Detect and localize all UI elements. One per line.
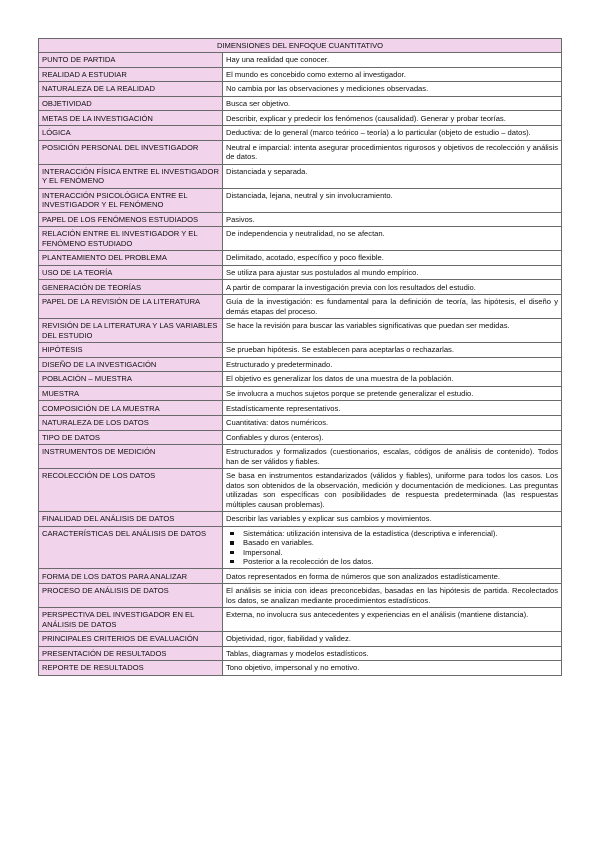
description-cell: Objetividad, rigor, fiabilidad y validez. [223,631,562,646]
table-row [39,583,562,607]
dimension-cell: PLANTEAMIENTO DEL PROBLEMA [39,251,223,266]
bullet-item: Posterior a la recolección de los datos. [243,557,558,566]
bullet-item: Sistemática: utilización intensiva de la estadística (descriptiva e inferencial). [243,529,558,538]
table-row [39,386,562,401]
table-row [39,607,562,631]
bullet-item: Basado en variables. [243,538,558,547]
table-row [39,401,562,416]
bullet-list [226,529,558,567]
description-cell: Se hace la revisión para buscar las variables significativas que puedan ser medidas. [223,318,562,342]
table-row [39,251,562,266]
dimension-cell: LÓGICA [39,125,223,140]
dimension-cell: GENERACIÓN DE TEORÍAS [39,280,223,295]
description-cell: Distanciada y separada. [223,164,562,188]
dimension-cell: CARACTERÍSTICAS DEL ANÁLISIS DE DATOS [39,526,223,569]
table-row [39,469,562,512]
table-row [39,82,562,97]
description-cell: Pasivos. [223,212,562,227]
table-row [39,318,562,342]
table-row [39,125,562,140]
dimension-cell: PRINCIPALES CRITERIOS DE EVALUACIÓN [39,631,223,646]
table-row [39,140,562,164]
description-cell: Tablas, diagramas y modelos estadísticos. [223,646,562,661]
dimension-cell: INTERACCIÓN PSICOLÓGICA ENTRE EL INVESTIGADOR Y EL FENÓMENO [39,188,223,212]
table-row [39,430,562,445]
description-cell: Estructurados y formalizados (cuestionarios, escalas, códigos de análisis de contenido). Todos han de ser válidos y fiables. [223,445,562,469]
dimension-cell: OBJETIVIDAD [39,96,223,111]
dimension-cell: NATURALEZA DE LA REALIDAD [39,82,223,97]
dimension-cell: HIPÓTESIS [39,342,223,357]
dimension-cell: METAS DE LA INVESTIGACIÓN [39,111,223,126]
table-row [39,342,562,357]
dimension-cell: FORMA DE LOS DATOS PARA ANALIZAR [39,569,223,584]
bullet-item: Impersonal. [243,548,558,557]
description-cell: Externa, no involucra sus antecedentes y experiencias en el análisis (mantiene distancia). [223,607,562,631]
table-row [39,569,562,584]
table-row [39,294,562,318]
description-cell: Cuantitativa: datos numéricos. [223,415,562,430]
description-cell: Deductiva: de lo general (marco teórico – teoría) a lo particular (objeto de estudio – datos). [223,125,562,140]
description-cell: Distanciada, lejana, neutral y sin involucramiento. [223,188,562,212]
description-cell: Se utiliza para ajustar sus postulados al mundo empírico. [223,265,562,280]
description-cell: Describir las variables y explicar sus cambios y movimientos. [223,511,562,526]
table-row [39,265,562,280]
description-cell: Se prueban hipótesis. Se establecen para aceptarlas o rechazarlas. [223,342,562,357]
description-cell: Delimitado, acotado, específico y poco flexible. [223,251,562,266]
table-row [39,212,562,227]
table-row [39,53,562,68]
description-cell: El objetivo es generalizar los datos de una muestra de la población. [223,372,562,387]
dimension-cell: PAPEL DE LOS FENÓMENOS ESTUDIADOS [39,212,223,227]
table-row [39,646,562,661]
description-cell: A partir de comparar la investigación previa con los resultados del estudio. [223,280,562,295]
table-row [39,67,562,82]
dimension-cell: REALIDAD A ESTUDIAR [39,67,223,82]
table-row [39,445,562,469]
description-cell: El mundo es concebido como externo al investigador. [223,67,562,82]
dimension-cell: COMPOSICIÓN DE LA MUESTRA [39,401,223,416]
table-row [39,188,562,212]
table-header-row [39,39,562,53]
table-row [39,280,562,295]
dimension-cell: REPORTE DE RESULTADOS [39,661,223,676]
description-cell: Tono objetivo, impersonal y no emotivo. [223,661,562,676]
table-row [39,111,562,126]
description-cell: Se basa en instrumentos estandarizados (válidos y fiables), uniforme para todos los casos. Los datos son obtenidos de la observación, medición y documentación de mediciones. Las preguntas utilizadas son específicas con posibilidades de respuesta predeterminada (las respuestas múltiples causan problemas). [223,469,562,512]
dimension-cell: PERSPECTIVA DEL INVESTIGADOR EN EL ANÁLISIS DE DATOS [39,607,223,631]
description-cell: Neutral e imparcial: intenta asegurar procedimientos rigurosos y objetivos de recolección y análisis de datos. [223,140,562,164]
table-row [39,631,562,646]
description-cell: De independencia y neutralidad, no se afectan. [223,227,562,251]
table-row [39,661,562,676]
dimension-cell: MUESTRA [39,386,223,401]
dimension-cell: RELACIÓN ENTRE EL INVESTIGADOR Y EL FENÓMENO ESTUDIADO [39,227,223,251]
description-cell [223,526,562,569]
description-cell: Hay una realidad que conocer. [223,53,562,68]
description-cell: Estructurado y predeterminado. [223,357,562,372]
dimension-cell: POSICIÓN PERSONAL DEL INVESTIGADOR [39,140,223,164]
dimension-cell: PROCESO DE ANÁLISIS DE DATOS [39,583,223,607]
dimension-cell: REVISIÓN DE LA LITERATURA Y LAS VARIABLES DEL ESTUDIO [39,318,223,342]
dimension-cell: NATURALEZA DE LOS DATOS [39,415,223,430]
table-row [39,96,562,111]
dimension-cell: DISEÑO DE LA INVESTIGACIÓN [39,357,223,372]
dimension-cell: INSTRUMENTOS DE MEDICIÓN [39,445,223,469]
table-row [39,415,562,430]
description-cell: Confiables y duros (enteros). [223,430,562,445]
dimension-cell: RECOLECCIÓN DE LOS DATOS [39,469,223,512]
table-row [39,526,562,569]
table-row [39,227,562,251]
dimension-cell: TIPO DE DATOS [39,430,223,445]
dimension-cell: FINALIDAD DEL ANÁLISIS DE DATOS [39,511,223,526]
dimension-cell: INTERACCIÓN FÍSICA ENTRE EL INVESTIGADOR Y EL FENÓMENO [39,164,223,188]
description-cell: Guía de la investigación: es fundamental para la definición de teoría, las hipótesis, el diseño y demás etapas del proceso. [223,294,562,318]
dimension-cell: PRESENTACIÓN DE RESULTADOS [39,646,223,661]
description-cell: Se involucra a muchos sujetos porque se pretende generalizar el estudio. [223,386,562,401]
description-cell: Datos representados en forma de números que son analizados estadísticamente. [223,569,562,584]
dimension-cell: PUNTO DE PARTIDA [39,53,223,68]
table-title: DIMENSIONES DEL ENFOQUE CUANTITATIVO [39,39,562,53]
description-cell: Describir, explicar y predecir los fenómenos (causalidad). Generar y probar teorías. [223,111,562,126]
table-row [39,511,562,526]
description-cell: El análisis se inicia con ideas preconcebidas, basadas en las hipótesis de partida. Recolectados los datos, se analizan mediante procedimientos estadísticos. [223,583,562,607]
table-row [39,357,562,372]
dimensions-table [38,38,562,676]
description-cell: Estadísticamente representativos. [223,401,562,416]
description-cell: No cambia por las observaciones y mediciones observadas. [223,82,562,97]
dimension-cell: PAPEL DE LA REVISIÓN DE LA LITERATURA [39,294,223,318]
dimension-cell: USO DE LA TEORÍA [39,265,223,280]
description-cell: Busca ser objetivo. [223,96,562,111]
dimension-cell: POBLACIÓN – MUESTRA [39,372,223,387]
table-body [39,53,562,676]
table-row [39,372,562,387]
table-row [39,164,562,188]
